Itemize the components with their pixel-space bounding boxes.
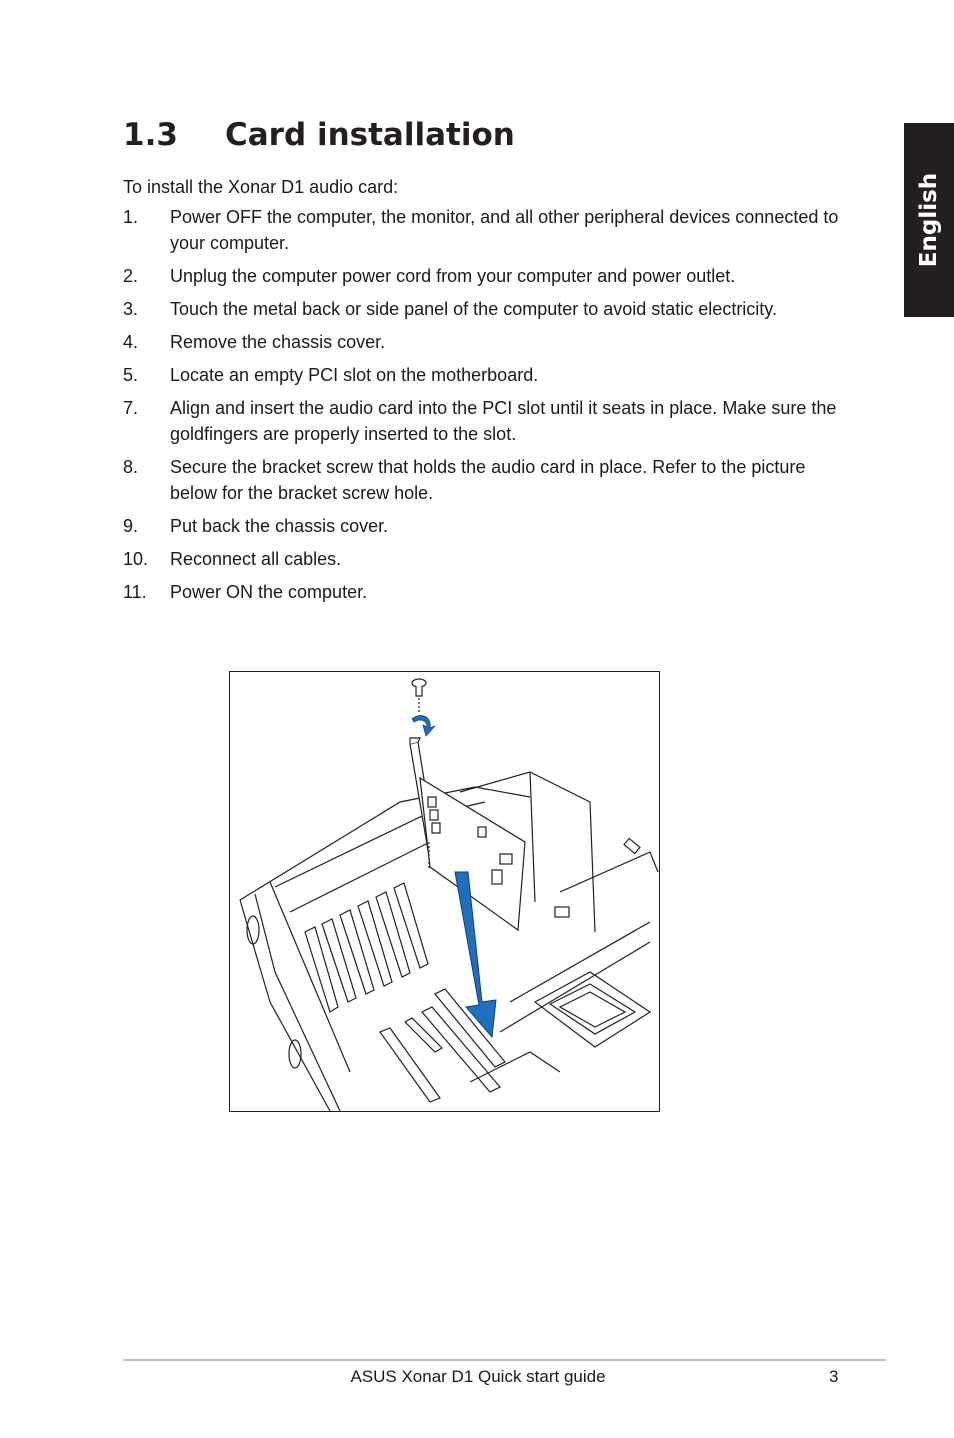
illustration-drawing (230, 672, 659, 1111)
section-title: Card installation (225, 117, 515, 153)
step-number: 8. (123, 457, 139, 477)
step-number: 11. (123, 582, 147, 602)
footer-divider (123, 1359, 886, 1361)
language-tab-label: English (916, 172, 942, 268)
step-item (123, 395, 843, 447)
step-number: 5. (123, 365, 139, 385)
step-item (123, 296, 843, 322)
step-text: Remove the chassis cover. (170, 332, 386, 352)
step-item (123, 204, 843, 256)
language-tab (904, 123, 954, 317)
step-item (123, 329, 843, 355)
step-text: Power OFF the computer, the monitor, and all other peripheral devices connected to your computer. (170, 207, 839, 253)
step-item (123, 263, 843, 289)
footer-title: ASUS Xonar D1 Quick start guide (350, 1367, 606, 1386)
page-number: 3 (829, 1367, 839, 1386)
step-text: Reconnect all cables. (170, 549, 342, 569)
step-number: 4. (123, 332, 139, 352)
step-item (123, 362, 843, 388)
step-item (123, 513, 843, 539)
card-installation-illustration (229, 671, 660, 1112)
step-text: Put back the chassis cover. (170, 516, 389, 536)
step-text: Unplug the computer power cord from your computer and power outlet. (170, 266, 736, 286)
step-number: 1. (123, 207, 139, 227)
step-text: Power ON the computer. (170, 582, 368, 602)
page-footer (123, 1365, 886, 1391)
intro-text: To install the Xonar D1 audio card: (123, 177, 399, 197)
step-number: 2. (123, 266, 139, 286)
step-text: Align and insert the audio card into the PCI slot until it seats in place. Make sure the goldfingers are properly inserted to the slot. (170, 398, 837, 444)
step-text: Secure the bracket screw that holds the audio card in place. Refer to the picture below for the bracket screw hole. (170, 457, 806, 503)
step-number: 3. (123, 299, 139, 319)
step-item (123, 454, 843, 506)
step-item (123, 579, 843, 605)
step-text: Locate an empty PCI slot on the motherboard. (170, 365, 539, 385)
step-text: Touch the metal back or side panel of the computer to avoid static electricity. (170, 299, 777, 319)
step-number: 9. (123, 516, 139, 536)
step-item (123, 546, 843, 572)
step-number: 10. (123, 549, 149, 569)
section-number: 1.3 (123, 117, 178, 153)
installation-steps (123, 204, 843, 612)
section-heading (123, 113, 515, 157)
step-number: 7. (123, 398, 139, 418)
